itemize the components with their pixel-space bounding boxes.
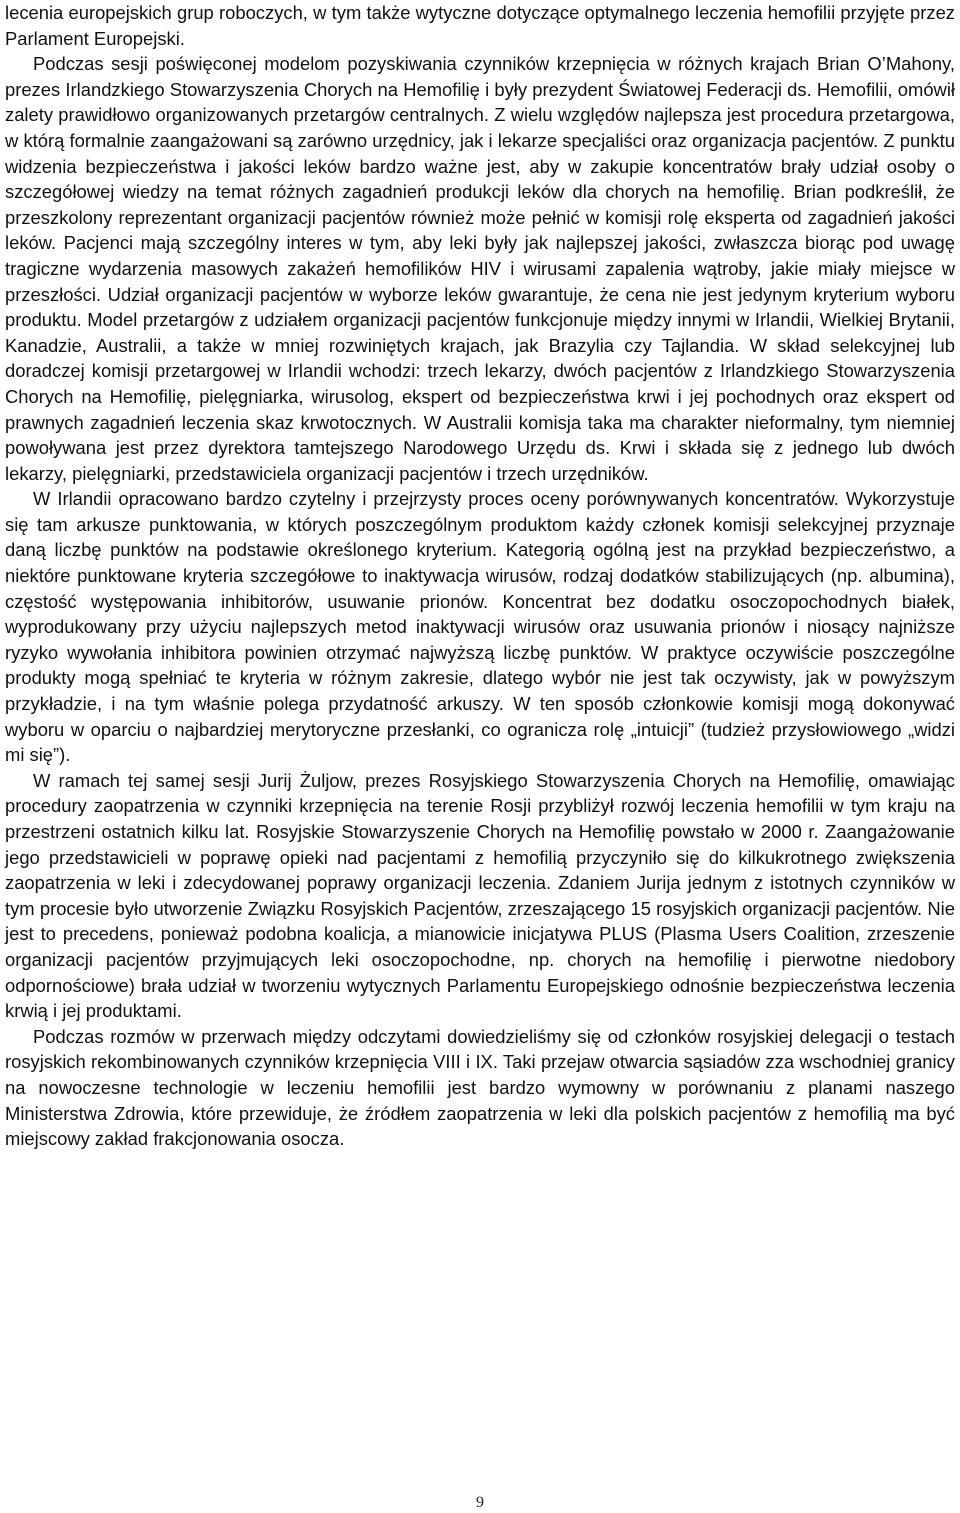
document-body [5, 0, 955, 1152]
paragraph-russian-delegation: Podczas rozmów w przerwach między odczytami dowiedzieliśmy się od członków rosyjskiej delegacji o testach rosyjskich rekombinowanych czynników krzepnięcia VIII i IX. Taki przejaw otwarcia sąsiadów zza wschodniej granicy na nowoczesne technologie w leczeniu hemofilii jest bardzo wymowny w porównaniu z planami naszego Ministerstwa Zdrowia, które przewiduje, że źródłem zaopatrzenia w leki dla polskich pacjentów z hemofilią ma być miejscowy zakład frakcjonowania osocza. [5, 1025, 955, 1150]
page-number: 9 [476, 1494, 484, 1511]
paragraph-tender-models: Podczas sesji poświęconej modelom pozyskiwania czynników krzepnięcia w różnych krajach Brian O’Mahony, prezes Irlandzkiego Stowarzyszenia Chorych na Hemofilię i były prezydent Światowej Federacji ds. Hemofilii, omówił zalety prawidłowo organizowanych przetargów centralnych. Z wielu względów najlepsza jest procedura przetargowa, w którą formalnie zaangażowani są zarówno urzędnicy, jak i lekarze specjaliści oraz organizacja pacjentów. Z punktu widzenia bezpieczeństwa i jakości leków bardzo ważne jest, aby w zakupie koncentratów brały udział osoby o szczegółowej wiedzy na temat różnych zagadnień produkcji leków dla chorych na hemofilię. Brian podkreślił, że przeszkolony reprezentant organizacji pacjentów również może pełnić w komisji rolę eksperta od zagadnień jakości leków. Pacjenci mają szczególny interes w tym, aby leki były jak najlepszej jakości, zwłaszcza biorąc pod uwagę tragiczne wydarzenia masowych zakażeń hemofilików HIV i wirusami zapalenia wątroby, jakie miały miejsce w przeszłości. Udział organizacji pacjentów w wyborze leków gwarantuje, że cena nie jest jedynym kryterium wyboru produktu. Model przetargów z udziałem organizacji pacjentów funkcjonuje między innymi w Irlandii, Wielkiej Brytanii, Kanadzie, Australii, a także w mniej rozwiniętych krajach, jak Brazylia czy Tajlandia. W skład selekcyjnej lub doradczej komisji przetargowej w Irlandii wchodzi: trzech lekarzy, dwóch pacjentów z Irlandzkiego Stowarzyszenia Chorych na Hemofilię, pielęgniarka, wirusolog, ekspert od bezpieczeństwa krwi i jej pochodnych oraz ekspert od prawnych zagadnień leczenia skaz krwotocznych. W Australii komisja taka ma charakter nieformalny, tym niemniej powoływana jest przez dyrektora tamtejszego Narodowego Urzędu ds. Krwi i składa się z jednego lub dwóch lekarzy, pielęgniarki, przedstawiciela organizacji pacjentów i trzech urzędników. [5, 53, 955, 484]
paragraph-continuation: lecenia europejskich grup roboczych, w tym także wytyczne dotyczące optymalnego leczenia hemofilii przyjęte przez Parlament Europejski. [5, 2, 955, 49]
paragraph-russia: W ramach tej samej sesji Jurij Żuljow, prezes Rosyjskiego Stowarzyszenia Chorych na Hemofilię, omawiając procedury zaopatrzenia w czynniki krzepnięcia na terenie Rosji przybliżył rozwój leczenia hemofilii w tym kraju na przestrzeni ostatnich kilku lat. Rosyjskie Stowarzyszenie Chorych na Hemofilię powstało w 2000 r. Zaangażowanie jego przedstawicieli w poprawę opieki nad pacjentami z hemofilią przyczyniło się do kilkukrotnego zwiększenia zaopatrzenia w leki i zdecydowanej poprawy organizacji leczenia. Zdaniem Jurija jednym z istotnych czynników w tym procesie było utworzenie Związku Rosyjskich Pacjentów, zrzeszającego 15 rosyjskich organizacji pacjentów. Nie jest to precedens, ponieważ podobna koalicja, a mianowicie inicjatywa PLUS (Plasma Users Coalition, zrzeszenie organizacji pacjentów przyjmujących leki osoczopochodne, np. chorych na hemofilię i pierwotne niedobory odpornościowe) brała udział w tworzeniu wytycznych Parlamentu Europejskiego odnośnie bezpieczeństwa leczenia krwią i jej produktami. [5, 769, 955, 1022]
paragraph-ireland-scoring: W Irlandii opracowano bardzo czytelny i przejrzysty proces oceny porównywanych koncentratów. Wykorzystuje się tam arkusze punktowania, w których poszczególnym produktom każdy członek komisji selekcyjnej przyznaje daną liczbę punktów na podstawie określonego kryterium. Kategorią ogólną jest na przykład bezpieczeństwo, a niektóre punktowane kryteria szczegółowe to inaktywacja wirusów, rodzaj dodatków stabilizujących (np. albumina), częstość występowania inhibitorów, usuwanie prionów. Koncentrat bez dodatku osoczopochodnych białek, wyprodukowany przy użyciu najlepszych metod inaktywacji wirusów oraz usuwania prionów i niosący najniższe ryzyko wywołania inhibitora powinien otrzymać najwyższą liczbę punktów. W praktyce oczywiście poszczególne produkty mogą spełniać te kryteria w różnym zakresie, dlatego wybór nie jest tak oczywisty, jak w powyższym przykładzie, i na tym właśnie polega przydatność arkuszy. W ten sposób członkowie komisji mogą dokonywać wyboru w oparciu o najbardziej merytoryczne przesłanki, co ogranicza rolę „intuicji” (tudzież przysłowiowego „widzi mi się”). [5, 488, 955, 766]
